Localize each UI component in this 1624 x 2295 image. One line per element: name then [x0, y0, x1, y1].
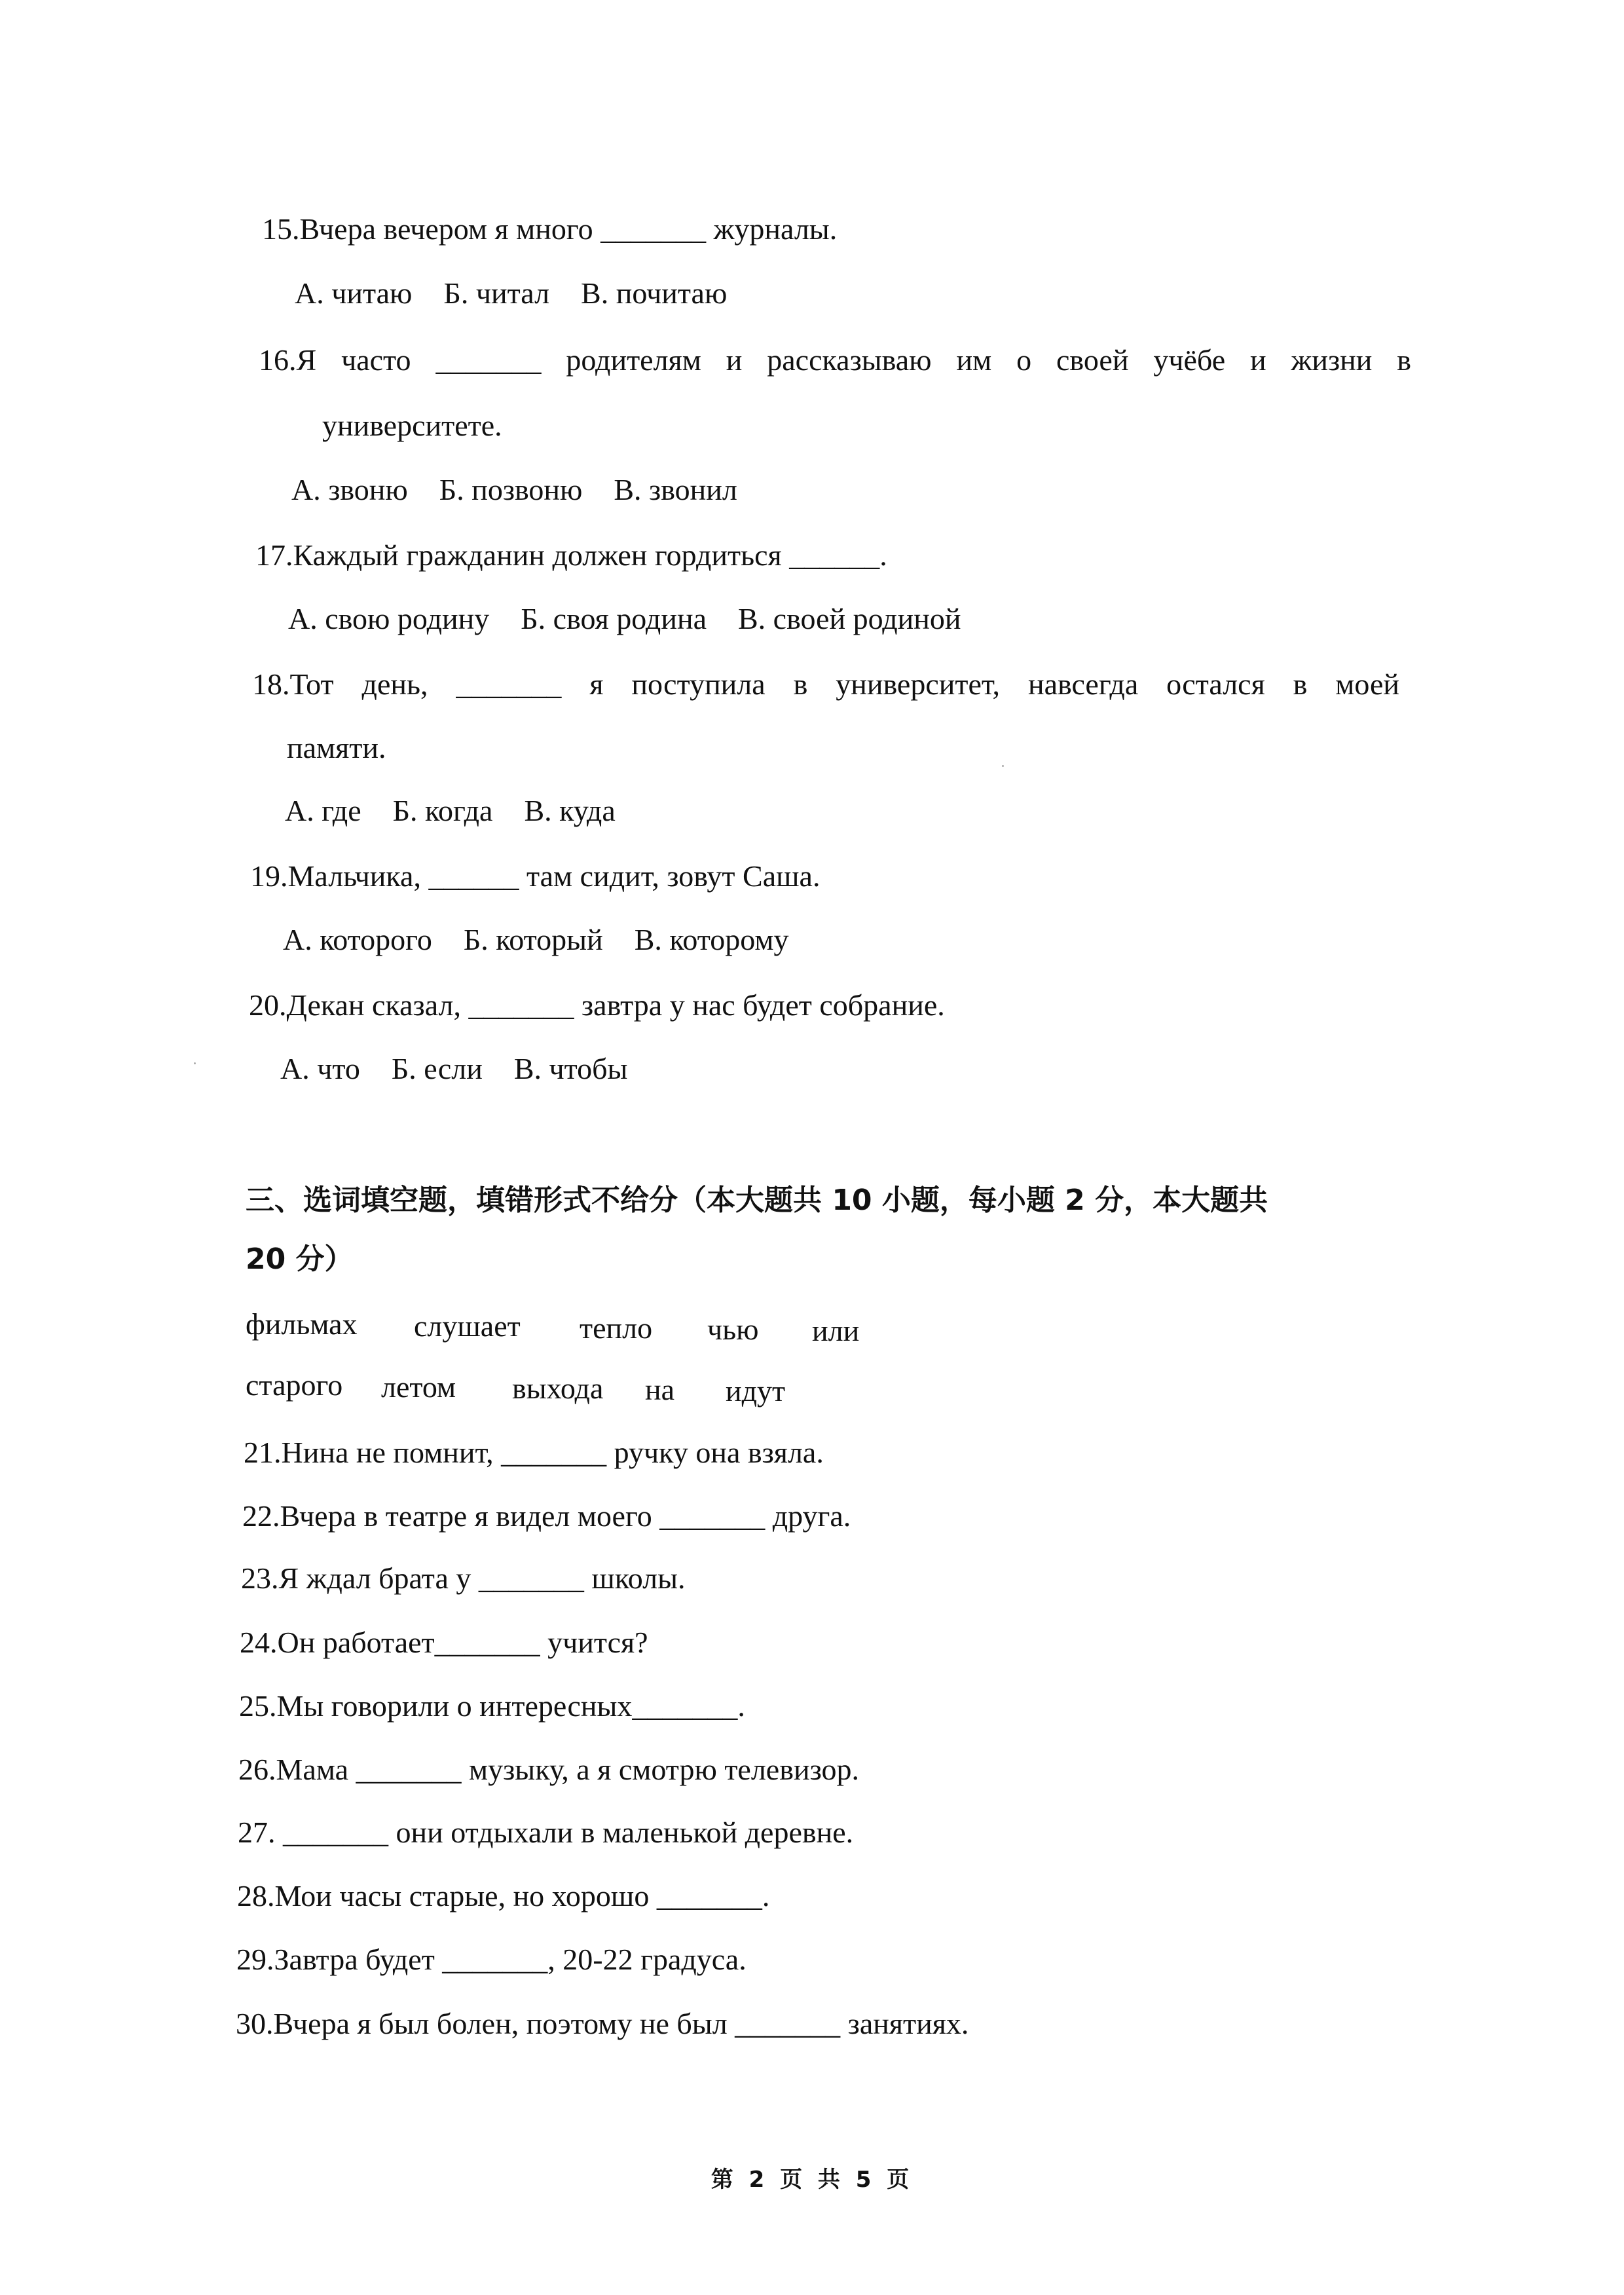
option-c: В. почитаю [581, 276, 728, 310]
question-28: 28.Мои часы старые, но хорошо _______. [237, 1879, 770, 1912]
option-b: Б. позвоню [439, 473, 583, 506]
question-16-line1: 16.Я часто _______ родителям и рассказываю им о своей учёбе и жизни в [259, 343, 1411, 377]
scan-speck [194, 1062, 196, 1064]
word-bank-item: на [645, 1373, 675, 1406]
question-21: 21.Нина не помнит, _______ ручку она взяла. [244, 1436, 824, 1469]
page-footer: 第 2 页 共 5 页 [710, 2167, 913, 2193]
option-a: А. что [280, 1052, 360, 1085]
question-24: 24.Он работает_______ учится? [240, 1626, 648, 1659]
question-18-line2: памяти. [287, 731, 386, 764]
option-b: Б. если [391, 1052, 483, 1085]
word-bank-item: тепло [580, 1311, 653, 1345]
option-b: Б. который [463, 923, 603, 956]
question-27: 27. _______ они отдыхали в маленькой деревне. [238, 1816, 854, 1849]
word-bank-item: фильмах [246, 1307, 358, 1341]
word-bank-item: идут [726, 1374, 786, 1408]
word-bank-item: слушает [414, 1309, 521, 1343]
section-3-heading-cont: 20 分） [246, 1242, 354, 1276]
option-b: Б. своя родина [521, 602, 707, 635]
question-22: 22.Вчера в театре я видел моего _______ друга. [242, 1499, 851, 1533]
question-29: 29.Завтра будет _______, 20-22 градуса. [236, 1943, 747, 1976]
question-18-line1: 18.Тот день, _______ я поступила в университет, навсегда остался в моей [252, 667, 1399, 701]
question-26: 26.Мама _______ музыку, а я смотрю телевизор. [238, 1753, 859, 1786]
word-bank-item: выхода [512, 1371, 604, 1405]
option-c: В. своей родиной [737, 602, 961, 635]
option-a: А. читаю [295, 276, 413, 310]
option-b: Б. когда [392, 794, 493, 827]
word-bank-item: старого [246, 1368, 343, 1402]
question-25: 25.Мы говорили о интересных_______. [239, 1689, 745, 1723]
question-19: 19.Мальчика, ______ там сидит, зовут Саша. [250, 859, 821, 893]
question-20-options [280, 1049, 659, 1089]
option-c: В. звонил [614, 473, 737, 506]
question-23: 23.Я ждал брата у _______ школы. [241, 1561, 686, 1595]
question-17-options [288, 599, 993, 639]
option-c: В. чтобы [513, 1052, 628, 1085]
word-bank-item: чью [707, 1313, 759, 1346]
question-17: 17.Каждый гражданин должен гордиться ______. [255, 538, 887, 572]
question-16-options [291, 470, 769, 510]
scan-speck [1002, 765, 1004, 767]
option-a: А. которого [283, 923, 432, 956]
option-a: А. звоню [291, 473, 408, 506]
question-15: 15.Вчера вечером я много _______ журналы. [262, 212, 838, 246]
word-bank-item: или [812, 1314, 860, 1347]
question-18-options [285, 791, 647, 830]
word-bank-item: летом [381, 1370, 456, 1404]
option-b: Б. читал [443, 276, 550, 310]
option-a: А. свою родину [288, 602, 490, 635]
option-c: В. куда [524, 794, 616, 827]
question-16-line2: университете. [322, 409, 502, 442]
question-19-options [283, 920, 821, 960]
question-30: 30.Вчера я был болен, поэтому не был _______ занятиях. [236, 2007, 969, 2040]
question-15-options [295, 274, 758, 313]
option-c: В. которому [634, 923, 789, 956]
question-20: 20.Декан сказал, _______ завтра у нас будет собрание. [249, 988, 945, 1022]
section-3-heading: 三、选词填空题，填错形式不给分（本大题共 10 小题，每小题 2 分，本大题共 [246, 1184, 1268, 1217]
option-a: А. где [285, 794, 361, 827]
